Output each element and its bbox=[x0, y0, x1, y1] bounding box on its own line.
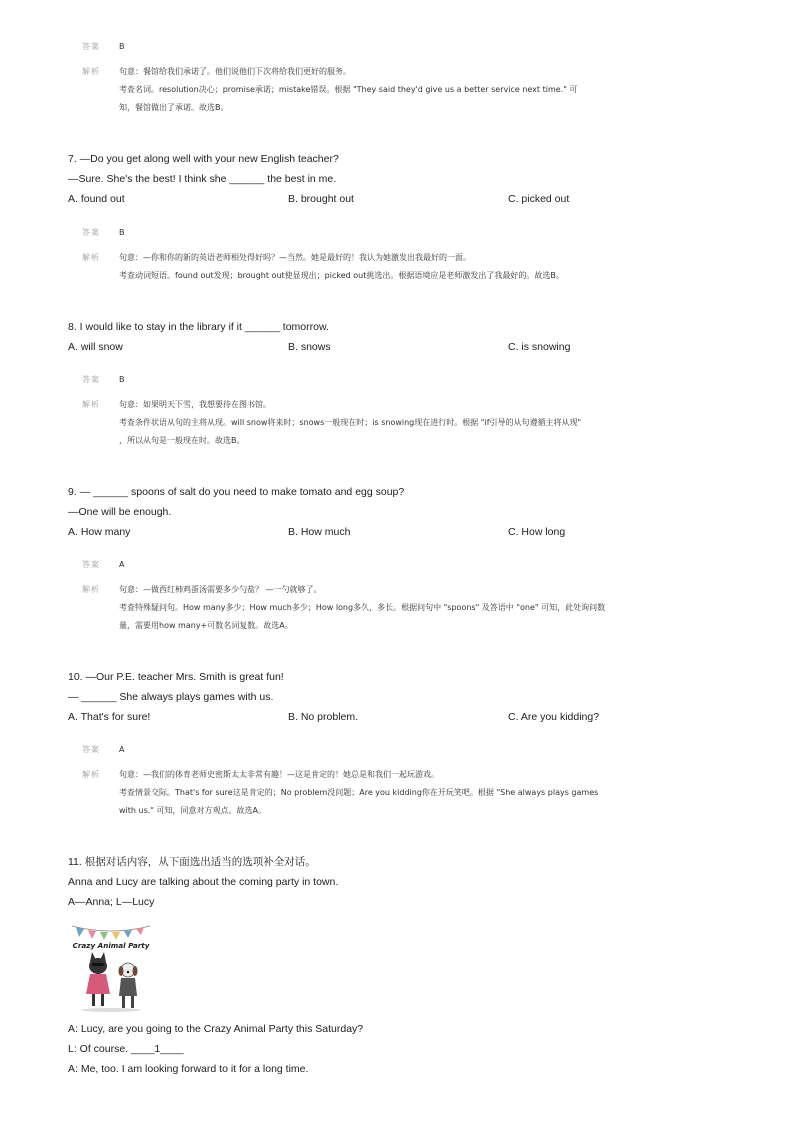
question-stem: 7. —Do you get along well with your new English teacher? bbox=[68, 153, 339, 165]
question-11 bbox=[68, 852, 728, 912]
q9-answer-block bbox=[82, 556, 722, 635]
option-a: A. found out bbox=[68, 193, 125, 205]
answer-label: 答案 bbox=[82, 745, 100, 754]
option-b: B. brought out bbox=[288, 193, 354, 205]
dialog-line: A: Me, too. I am looking forward to it for a long time. bbox=[68, 1063, 309, 1075]
option-c: C. Are you kidding? bbox=[508, 711, 600, 723]
bunting-flag bbox=[100, 932, 108, 940]
question-instruction: 11. 根据对话内容，从下面选出适当的选项补全对话。 bbox=[68, 856, 316, 868]
analysis-label: 解析 bbox=[82, 67, 100, 76]
bunting-flag bbox=[124, 930, 132, 938]
analysis-label: 解析 bbox=[82, 585, 100, 594]
dialog-line: L: Of course. ____1____ bbox=[68, 1043, 184, 1055]
option-b: B. No problem. bbox=[288, 711, 359, 723]
question-stem: —One will be enough. bbox=[68, 506, 172, 518]
party-poster-image bbox=[68, 922, 154, 1014]
analysis-text: 句意：—你和你的新的英语老师相处得好吗？—当然。她是最好的！我认为她激发出我最好的一面。 考查动词短语。found out发现；brought out使显现出；picked out挑选出。根据语境应是老师激发出了我最好的。故选B。 bbox=[119, 253, 564, 280]
q6-answer-block bbox=[82, 38, 722, 117]
answer-label: 答案 bbox=[82, 228, 100, 237]
analysis-text: 句意：—我们的体育老师史密斯太太非常有趣！—这是肯定的！她总是和我们一起玩游戏。 考查情景交际。That's for sure这是肯定的；No problem没问题；Are you kidding你在开玩笑吧。根据 "She always plays games with us." 可知，同意对方观点。故选A。 bbox=[119, 770, 599, 815]
dog-suit bbox=[119, 978, 137, 996]
question-11-dialog bbox=[68, 1019, 728, 1079]
answer-value: A bbox=[119, 560, 125, 569]
option-c: C. picked out bbox=[508, 193, 570, 205]
question-stem: 9. — ______ spoons of salt do you need to make tomato and egg soup? bbox=[68, 486, 405, 498]
analysis-label: 解析 bbox=[82, 253, 100, 262]
question-stem: —Sure. She's the best! I think she ______ the best in me. bbox=[68, 173, 337, 185]
answer-label: 答案 bbox=[82, 42, 100, 51]
question-stem: 8. I would like to stay in the library if it ______ tomorrow. bbox=[68, 321, 329, 333]
q7-answer-block bbox=[82, 224, 722, 285]
option-a: A. How many bbox=[68, 526, 131, 538]
question-10 bbox=[68, 667, 728, 727]
question-7 bbox=[68, 149, 728, 209]
speaker-key: A—Anna; L—Lucy bbox=[68, 896, 155, 908]
analysis-label: 解析 bbox=[82, 770, 100, 779]
option-c: C. How long bbox=[508, 526, 566, 538]
q8-answer-block bbox=[82, 371, 722, 450]
answer-value: A bbox=[119, 745, 125, 754]
bunting-flag bbox=[88, 930, 96, 939]
option-b: B. How much bbox=[288, 526, 351, 538]
question-context: Anna and Lucy are talking about the coming party in town. bbox=[68, 876, 339, 888]
option-b: B. snows bbox=[288, 341, 331, 353]
answer-label: 答案 bbox=[82, 560, 100, 569]
question-8 bbox=[68, 317, 728, 357]
dialog-line: A: Lucy, are you going to the Crazy Animal Party this Saturday? bbox=[68, 1023, 364, 1035]
q10-answer-block bbox=[82, 741, 722, 820]
analysis-text: 句意：如果明天下雪，我想要待在图书馆。 考查条件状语从句的主将从现。will snow将来时；snows一般现在时；is snowing现在进行时。根据 "if引导的从句遵循主将从现" ，所以从句是一般现在时。故选B。 bbox=[119, 400, 582, 445]
question-stem: — ______ She always plays games with us. bbox=[68, 691, 274, 703]
question-9 bbox=[68, 482, 728, 542]
bunting-flag bbox=[112, 932, 120, 940]
option-c: C. is snowing bbox=[508, 341, 571, 353]
bunting-flag bbox=[136, 927, 144, 935]
answer-value: B bbox=[119, 42, 125, 51]
option-a: A. will snow bbox=[68, 341, 123, 353]
option-a: A. That's for sure! bbox=[68, 711, 151, 723]
answer-label: 答案 bbox=[82, 375, 100, 384]
analysis-text: 句意：—做西红柿鸡蛋汤需要多少勺盐？ —一勺就够了。 考查特殊疑问句。How many多少；How much多少；How long多久，多长。根据问句中 "spoons" 及答语中 "one" 可知，此处询问数 量，需要用how many+可数名词复数。故选A。 bbox=[119, 585, 606, 630]
answer-value: B bbox=[119, 375, 125, 384]
poster-title: Crazy Animal Party bbox=[72, 941, 150, 950]
analysis-text: 句意：餐馆给我们承诺了。他们说他们下次将给我们更好的服务。 考查名词。resolution决心；promise承诺；mistake错误。根据 "They said they'd give us a better service next time." 可 知，餐馆做出了承诺。故选B。 bbox=[119, 67, 578, 112]
cat-dress bbox=[86, 974, 110, 994]
answer-value: B bbox=[119, 228, 125, 237]
question-stem: 10. —Our P.E. teacher Mrs. Smith is great fun! bbox=[68, 671, 284, 683]
analysis-label: 解析 bbox=[82, 400, 100, 409]
